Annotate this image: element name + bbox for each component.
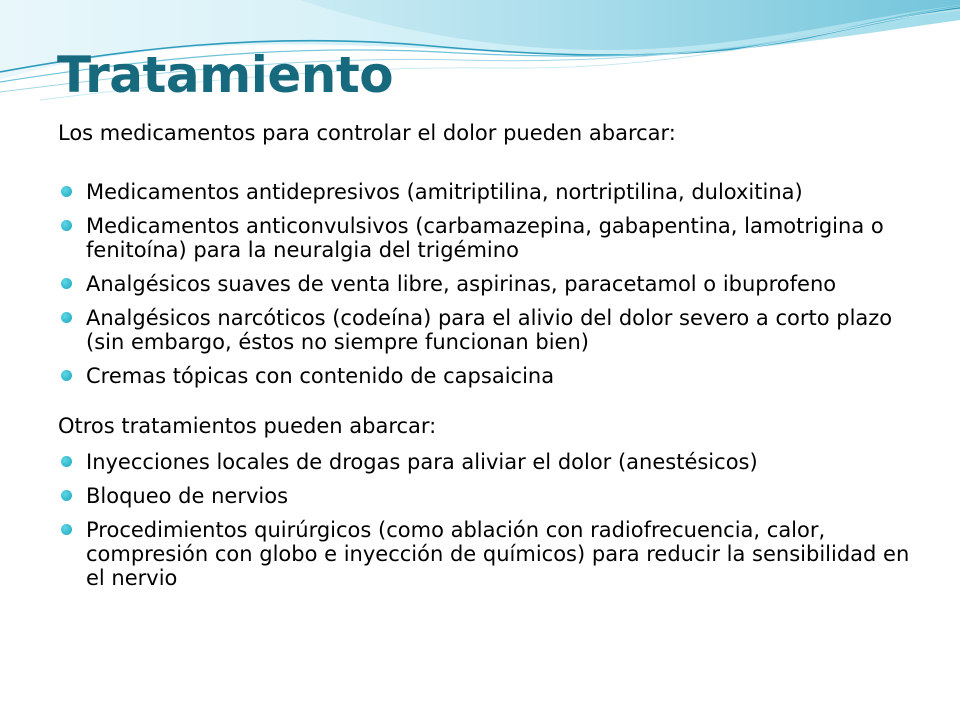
list-item [58,450,918,474]
list-item [58,214,918,262]
bullet-icon [61,220,72,231]
list-item-text: Procedimientos quirúrgicos (como ablación con radiofrecuencia, calor, compresión con globo e inyección de químicos) para reducir la sensibilidad en el nervio [86,518,910,590]
list-item [58,364,918,388]
bullet-icon [61,370,72,381]
list-item-text: Inyecciones locales de drogas para aliviar el dolor (anestésicos) [86,450,758,474]
bullet-icon [61,278,72,289]
slide-title: Tratamiento [57,46,394,104]
list-item-text: Analgésicos narcóticos (codeína) para el alivio del dolor severo a corto plazo (sin embargo, éstos no siempre funcionan bien) [86,306,893,354]
slide-body [58,121,918,600]
list-item-text: Analgésicos suaves de venta libre, aspirinas, paracetamol o ibuprofeno [86,272,837,296]
bullet-icon [61,490,72,501]
bullet-icon [61,312,72,323]
list-item [58,272,918,296]
bullet-icon [61,524,72,535]
intro-text: Los medicamentos para controlar el dolor pueden abarcar: [58,121,676,145]
bullet-icon [61,456,72,467]
bullet-icon [61,186,72,197]
intro-text: Otros tratamientos pueden abarcar: [58,414,437,438]
list-item [58,518,918,590]
list-item-text: Cremas tópicas con contenido de capsaicina [86,364,555,388]
list-item [58,484,918,508]
other-treatments-list [58,450,918,590]
list-item-text: Medicamentos anticonvulsivos (carbamazepina, gabapentina, lamotrigina o fenitoína) para la neuralgia del trigémino [86,214,884,262]
list-item-text: Bloqueo de nervios [86,484,289,508]
medication-list [58,180,918,388]
list-item [58,306,918,354]
list-item-text: Medicamentos antidepresivos (amitriptilina, nortriptilina, duloxitina) [86,180,803,204]
list-item [58,180,918,204]
